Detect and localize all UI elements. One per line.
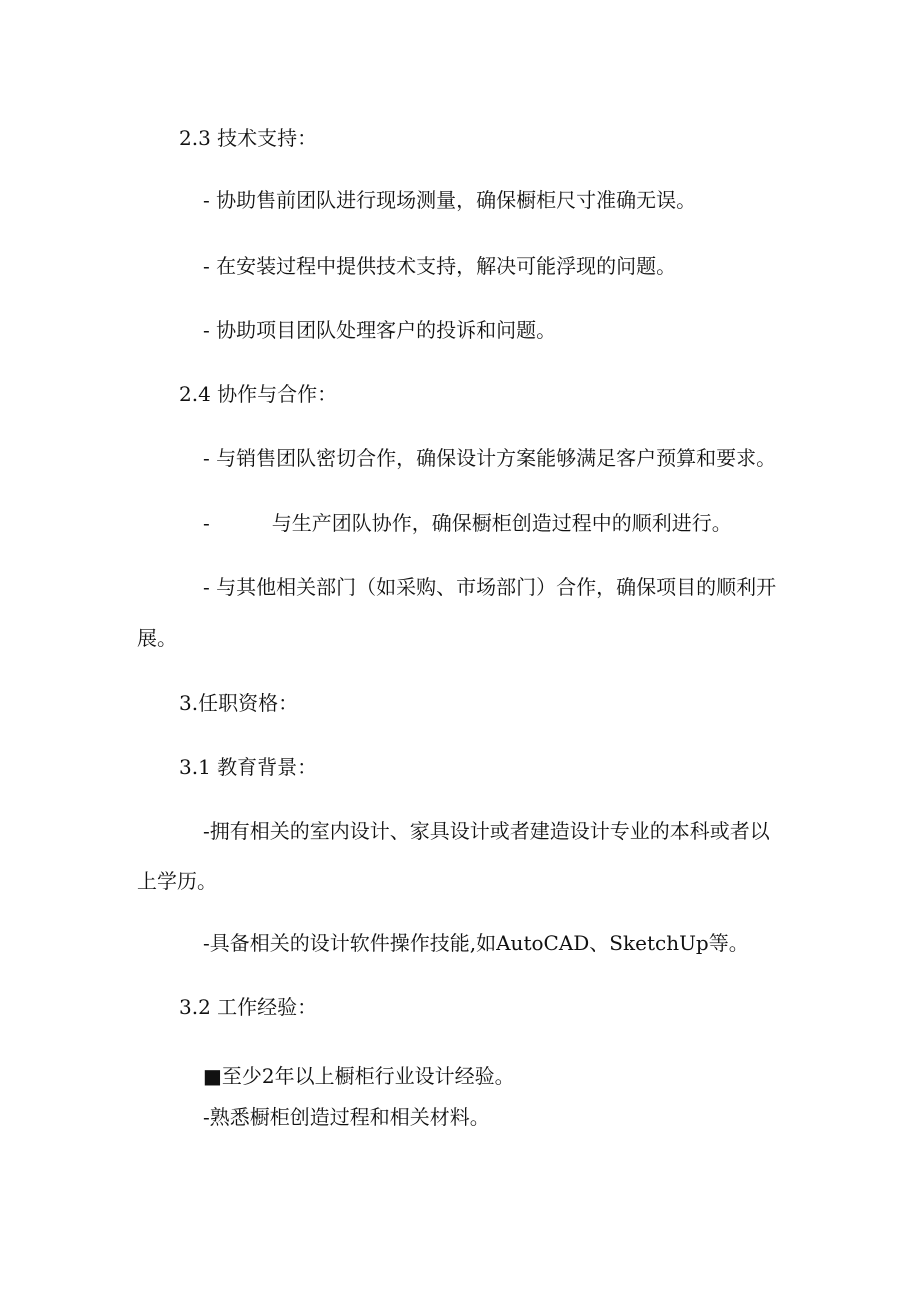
list-item: ■至少2年以上橱柜行业设计经验。 (203, 1064, 515, 1088)
list-dash: - (203, 511, 210, 535)
list-item: - 与销售团队密切合作，确保设计方案能够满足客户预算和要求。 (203, 446, 777, 470)
list-item: -具备相关的设计软件操作技能,如AutoCAD、SketchUp等。 (203, 931, 749, 955)
list-item: - 协助售前团队进行现场测量，确保橱柜尺寸准确无误。 (203, 188, 697, 212)
list-item-text: 与生产团队协作，确保橱柜创造过程中的顺利进行。 (271, 511, 732, 535)
list-item-continuation: 展。 (137, 626, 177, 650)
list-item: - 在安装过程中提供技术支持，解决可能浮现的问题。 (203, 254, 677, 278)
list-item: -拥有相关的室内设计、家具设计或者建造设计专业的本科或者以 (203, 819, 770, 843)
section-heading-2-4: 2.4 协作与合作： (179, 382, 338, 406)
section-heading-3: 3.任职资格： (179, 691, 299, 715)
list-item (203, 509, 732, 537)
list-item: - 与其他相关部门（如采购、市场部门）合作，确保项目的顺利开 (203, 575, 777, 599)
list-item: - 协助项目团队处理客户的投诉和问题。 (203, 318, 557, 342)
list-item-continuation: 上学历。 (137, 869, 217, 893)
section-heading-3-1: 3.1 教育背景： (179, 755, 318, 779)
list-item: -熟悉橱柜创造过程和相关材料。 (203, 1105, 490, 1129)
section-heading-3-2: 3.2 工作经验： (179, 995, 318, 1019)
section-heading-2-3: 2.3 技术支持： (179, 126, 318, 150)
